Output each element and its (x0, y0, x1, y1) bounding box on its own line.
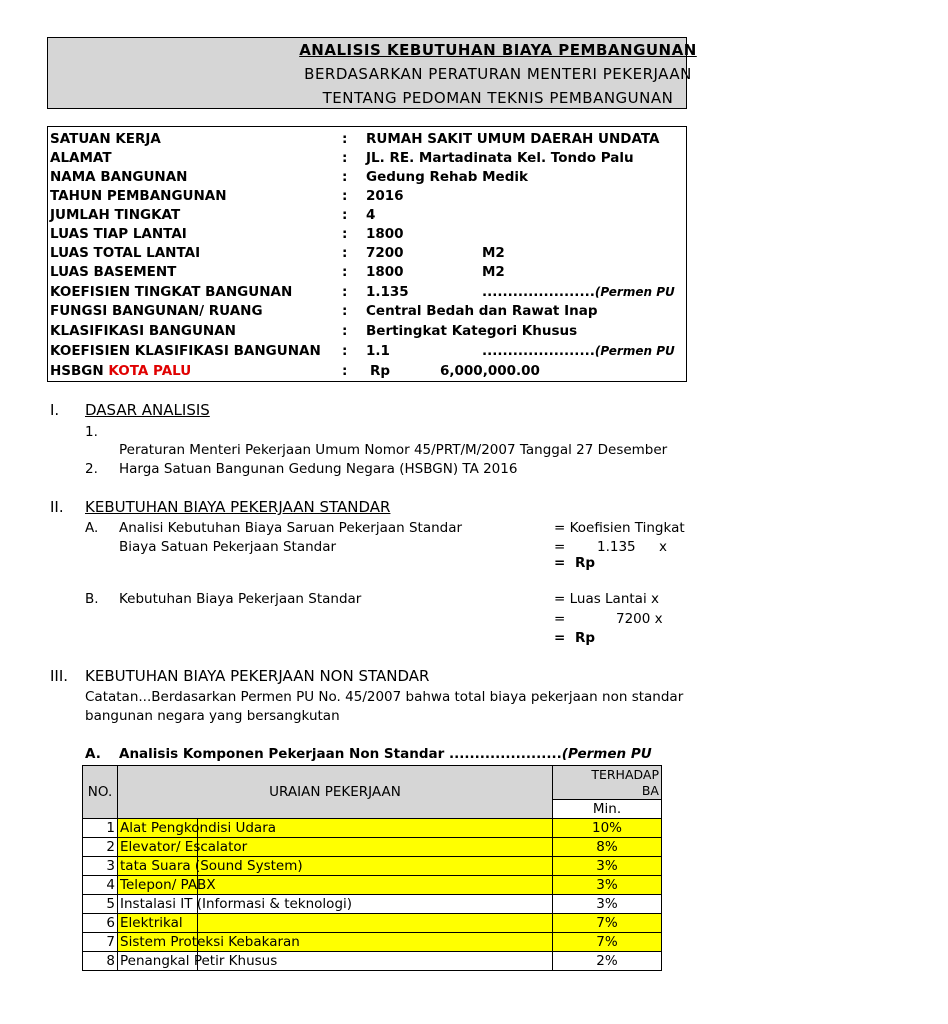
info-value: Bertingkat Kategori Khusus (366, 323, 578, 339)
row-number: 3 (83, 857, 118, 876)
section-2a-eq3-sign: = (554, 555, 566, 571)
section-3-note-line-2: bangunan negara yang bersangkutan (85, 708, 340, 724)
row-item-text: Elevator/ Escalator (120, 839, 248, 855)
table-row (83, 857, 662, 876)
section-2a-line-1: Analisi Kebutuhan Biaya Saruan Pekerjaan Standar (119, 520, 463, 536)
column-header-uraian: URAIAN PEKERJAAN (118, 766, 553, 819)
row-min-percent: 3% (553, 895, 662, 914)
row-inner-divider (197, 952, 198, 970)
info-label: KOEFISIEN KLASIFIKASI BANGUNAN (50, 343, 321, 359)
info-unit (482, 264, 505, 280)
section-2a-eq2-value: 1.135 (597, 539, 636, 555)
row-number: 2 (83, 838, 118, 857)
row-number: 8 (83, 952, 118, 971)
row-number: 6 (83, 914, 118, 933)
section-1-number: I. (50, 401, 60, 419)
info-note: (Permen PU (594, 285, 675, 299)
section-3a-note: (Permen PU (561, 746, 652, 762)
info-label: TAHUN PEMBANGUNAN (50, 188, 227, 204)
row-item (118, 838, 553, 857)
info-colon: : (342, 323, 348, 339)
info-value: Gedung Rehab Medik (366, 169, 528, 185)
info-note: (Permen PU (594, 344, 675, 358)
row-number: 4 (83, 876, 118, 895)
table-header-row (83, 766, 662, 783)
row-min-percent: 3% (553, 876, 662, 895)
info-colon: : (342, 150, 348, 166)
document-title: ANALISIS KEBUTUHAN BIAYA PEMBANGUNAN (299, 41, 697, 59)
info-value: 7200 (366, 245, 404, 261)
section-2a-line-2: Biaya Satuan Pekerjaan Standar (119, 539, 337, 555)
info-row (48, 167, 748, 186)
info-colon: : (342, 169, 348, 185)
row-item-text: Alat Pengkondisi Udara (120, 820, 277, 836)
row-item (118, 819, 553, 838)
info-label: KOEFISIEN TINGKAT BANGUNAN (50, 284, 293, 300)
info-unit-text: M2 (482, 264, 505, 280)
table-row (83, 819, 662, 838)
row-item (118, 914, 553, 933)
table-row (83, 876, 662, 895)
info-row (48, 186, 748, 205)
info-label: LUAS TIAP LANTAI (50, 226, 187, 242)
info-colon: : (342, 363, 348, 379)
column-header-no: NO. (83, 766, 118, 819)
row-item-text: Sistem Proteksi Kebakaran (120, 934, 300, 950)
section-2b-eq3-sign: = (554, 630, 566, 646)
info-label: KLASIFIKASI BANGUNAN (50, 323, 236, 339)
hsbgn-city: KOTA PALU (108, 363, 192, 379)
section-2b-eq3-currency: Rp (575, 630, 596, 646)
column-header-ba: BA (553, 782, 662, 799)
row-min-percent: 8% (553, 838, 662, 857)
row-min-percent: 10% (553, 819, 662, 838)
hsbgn-currency: Rp (370, 363, 391, 379)
info-label (50, 363, 191, 379)
info-unit-text: ...................... (482, 343, 595, 359)
row-number: 1 (83, 819, 118, 838)
section-1-item-2-text: Harga Satuan Bangunan Gedung Negara (HSBGN) TA 2016 (119, 461, 518, 477)
info-unit (482, 284, 675, 300)
info-unit (482, 245, 505, 261)
section-1-item-2-number: 2. (85, 461, 98, 477)
row-item (118, 933, 553, 952)
info-value: 1800 (366, 226, 404, 242)
info-row (48, 243, 748, 262)
info-value: 2016 (366, 188, 404, 204)
info-row (48, 148, 748, 167)
section-2a-number: A. (85, 520, 99, 536)
table-row (83, 933, 662, 952)
row-min-percent: 2% (553, 952, 662, 971)
section-2b-line-1: Kebutuhan Biaya Pekerjaan Standar (119, 591, 362, 607)
section-3-title: KEBUTUHAN BIAYA PEKERJAAN NON STANDAR (85, 667, 430, 685)
section-3a-title (119, 746, 652, 762)
info-row (48, 341, 748, 360)
info-colon: : (342, 226, 348, 242)
section-2a-eq2-sign: = (554, 539, 566, 555)
non-standard-components-table (82, 765, 662, 971)
info-label: NAMA BANGUNAN (50, 169, 188, 185)
section-2b-eq2-sign: = (554, 611, 566, 627)
info-value: 1800 (366, 264, 404, 280)
section-2b-number: B. (85, 591, 99, 607)
info-colon: : (342, 264, 348, 280)
section-1-item-1-text: Peraturan Menteri Pekerjaan Umum Nomor 45/PRT/M/2007 Tanggal 27 Desember (119, 442, 668, 458)
info-row (48, 205, 748, 224)
row-min-percent: 7% (553, 914, 662, 933)
info-colon: : (342, 303, 348, 319)
row-item (118, 876, 553, 895)
section-2a-eq2-multiply: x (659, 539, 667, 555)
info-label: FUNGSI BANGUNAN/ RUANG (50, 303, 263, 319)
row-item (118, 952, 553, 971)
info-value: RUMAH SAKIT UMUM DAERAH UNDATA (366, 131, 660, 147)
row-inner-divider (197, 857, 198, 875)
column-header-terhadap: TERHADAP (553, 766, 662, 783)
info-colon: : (342, 207, 348, 223)
section-2a-equation-1: = Koefisien Tingkat (554, 520, 685, 536)
section-1-item-1-number: 1. (85, 424, 98, 440)
document-subtitle: BERDASARKAN PERATURAN MENTERI PEKERJAAN (304, 65, 692, 83)
document-header (47, 37, 697, 109)
info-colon: : (342, 284, 348, 300)
section-3-note-line-1: Catatan...Berdasarkan Permen PU No. 45/2007 bahwa total biaya pekerjaan non standar (85, 689, 684, 705)
info-unit-text: M2 (482, 245, 505, 261)
hsbgn-value: 6,000,000.00 (440, 363, 540, 379)
info-value: Central Bedah dan Rawat Inap (366, 303, 598, 319)
row-inner-divider (197, 914, 198, 932)
row-item-text: Penangkal Petir Khusus (120, 953, 278, 969)
info-row (48, 224, 748, 243)
table-row (83, 952, 662, 971)
info-colon: : (342, 245, 348, 261)
row-item (118, 857, 553, 876)
table-row (83, 838, 662, 857)
info-label: ALAMAT (50, 150, 112, 166)
row-item-text: Elektrikal (120, 915, 183, 931)
info-colon: : (342, 343, 348, 359)
row-item-text: tata Suara (Sound System) (120, 858, 303, 874)
section-2-number: II. (50, 498, 64, 516)
section-3-number: III. (50, 667, 69, 685)
info-unit (482, 343, 675, 359)
row-item-text: Telepon/ PABX (120, 877, 216, 893)
column-header-min: Min. (553, 799, 662, 818)
row-inner-divider (197, 895, 198, 913)
document-subtitle-2: TENTANG PEDOMAN TEKNIS PEMBANGUNAN (322, 89, 674, 107)
section-1-title: DASAR ANALISIS (85, 401, 210, 419)
info-row-hsbgn (48, 361, 748, 380)
info-label: LUAS BASEMENT (50, 264, 177, 280)
section-2a-eq3-currency: Rp (575, 555, 596, 571)
table-row (83, 914, 662, 933)
row-number: 7 (83, 933, 118, 952)
row-inner-divider (197, 876, 198, 894)
info-label: SATUAN KERJA (50, 131, 161, 147)
table-row (83, 895, 662, 914)
section-3a-number: A. (85, 746, 101, 762)
row-inner-divider (197, 819, 198, 837)
info-row (48, 301, 748, 320)
info-row (48, 282, 748, 301)
info-row (48, 321, 748, 340)
info-value: 1.1 (366, 343, 390, 359)
row-min-percent: 3% (553, 857, 662, 876)
section-2-title: KEBUTUHAN BIAYA PEKERJAAN STANDAR (85, 498, 391, 516)
info-value: 1.135 (366, 284, 409, 300)
section-2b-eq2-value: 7200 x (616, 611, 663, 627)
hsbgn-label: HSBGN (50, 363, 104, 379)
section-2b-equation-1: = Luas Lantai x (554, 591, 659, 607)
row-item (118, 895, 553, 914)
row-inner-divider (197, 838, 198, 856)
info-label: JUMLAH TINGKAT (50, 207, 181, 223)
info-colon: : (342, 131, 348, 147)
info-value: 4 (366, 207, 376, 223)
info-value: JL. RE. Martadinata Kel. Tondo Palu (366, 150, 634, 166)
row-item-text: Instalasi IT (Informasi & teknologi) (120, 896, 353, 912)
row-number: 5 (83, 895, 118, 914)
info-label: LUAS TOTAL LANTAI (50, 245, 201, 261)
info-colon: : (342, 188, 348, 204)
project-info-box (47, 126, 687, 382)
info-row (48, 129, 748, 148)
info-row (48, 262, 748, 281)
row-min-percent: 7% (553, 933, 662, 952)
section-3a-title-text: Analisis Komponen Pekerjaan Non Standar ...................... (119, 746, 562, 762)
row-inner-divider (197, 933, 198, 951)
info-unit-text: ...................... (482, 284, 595, 300)
